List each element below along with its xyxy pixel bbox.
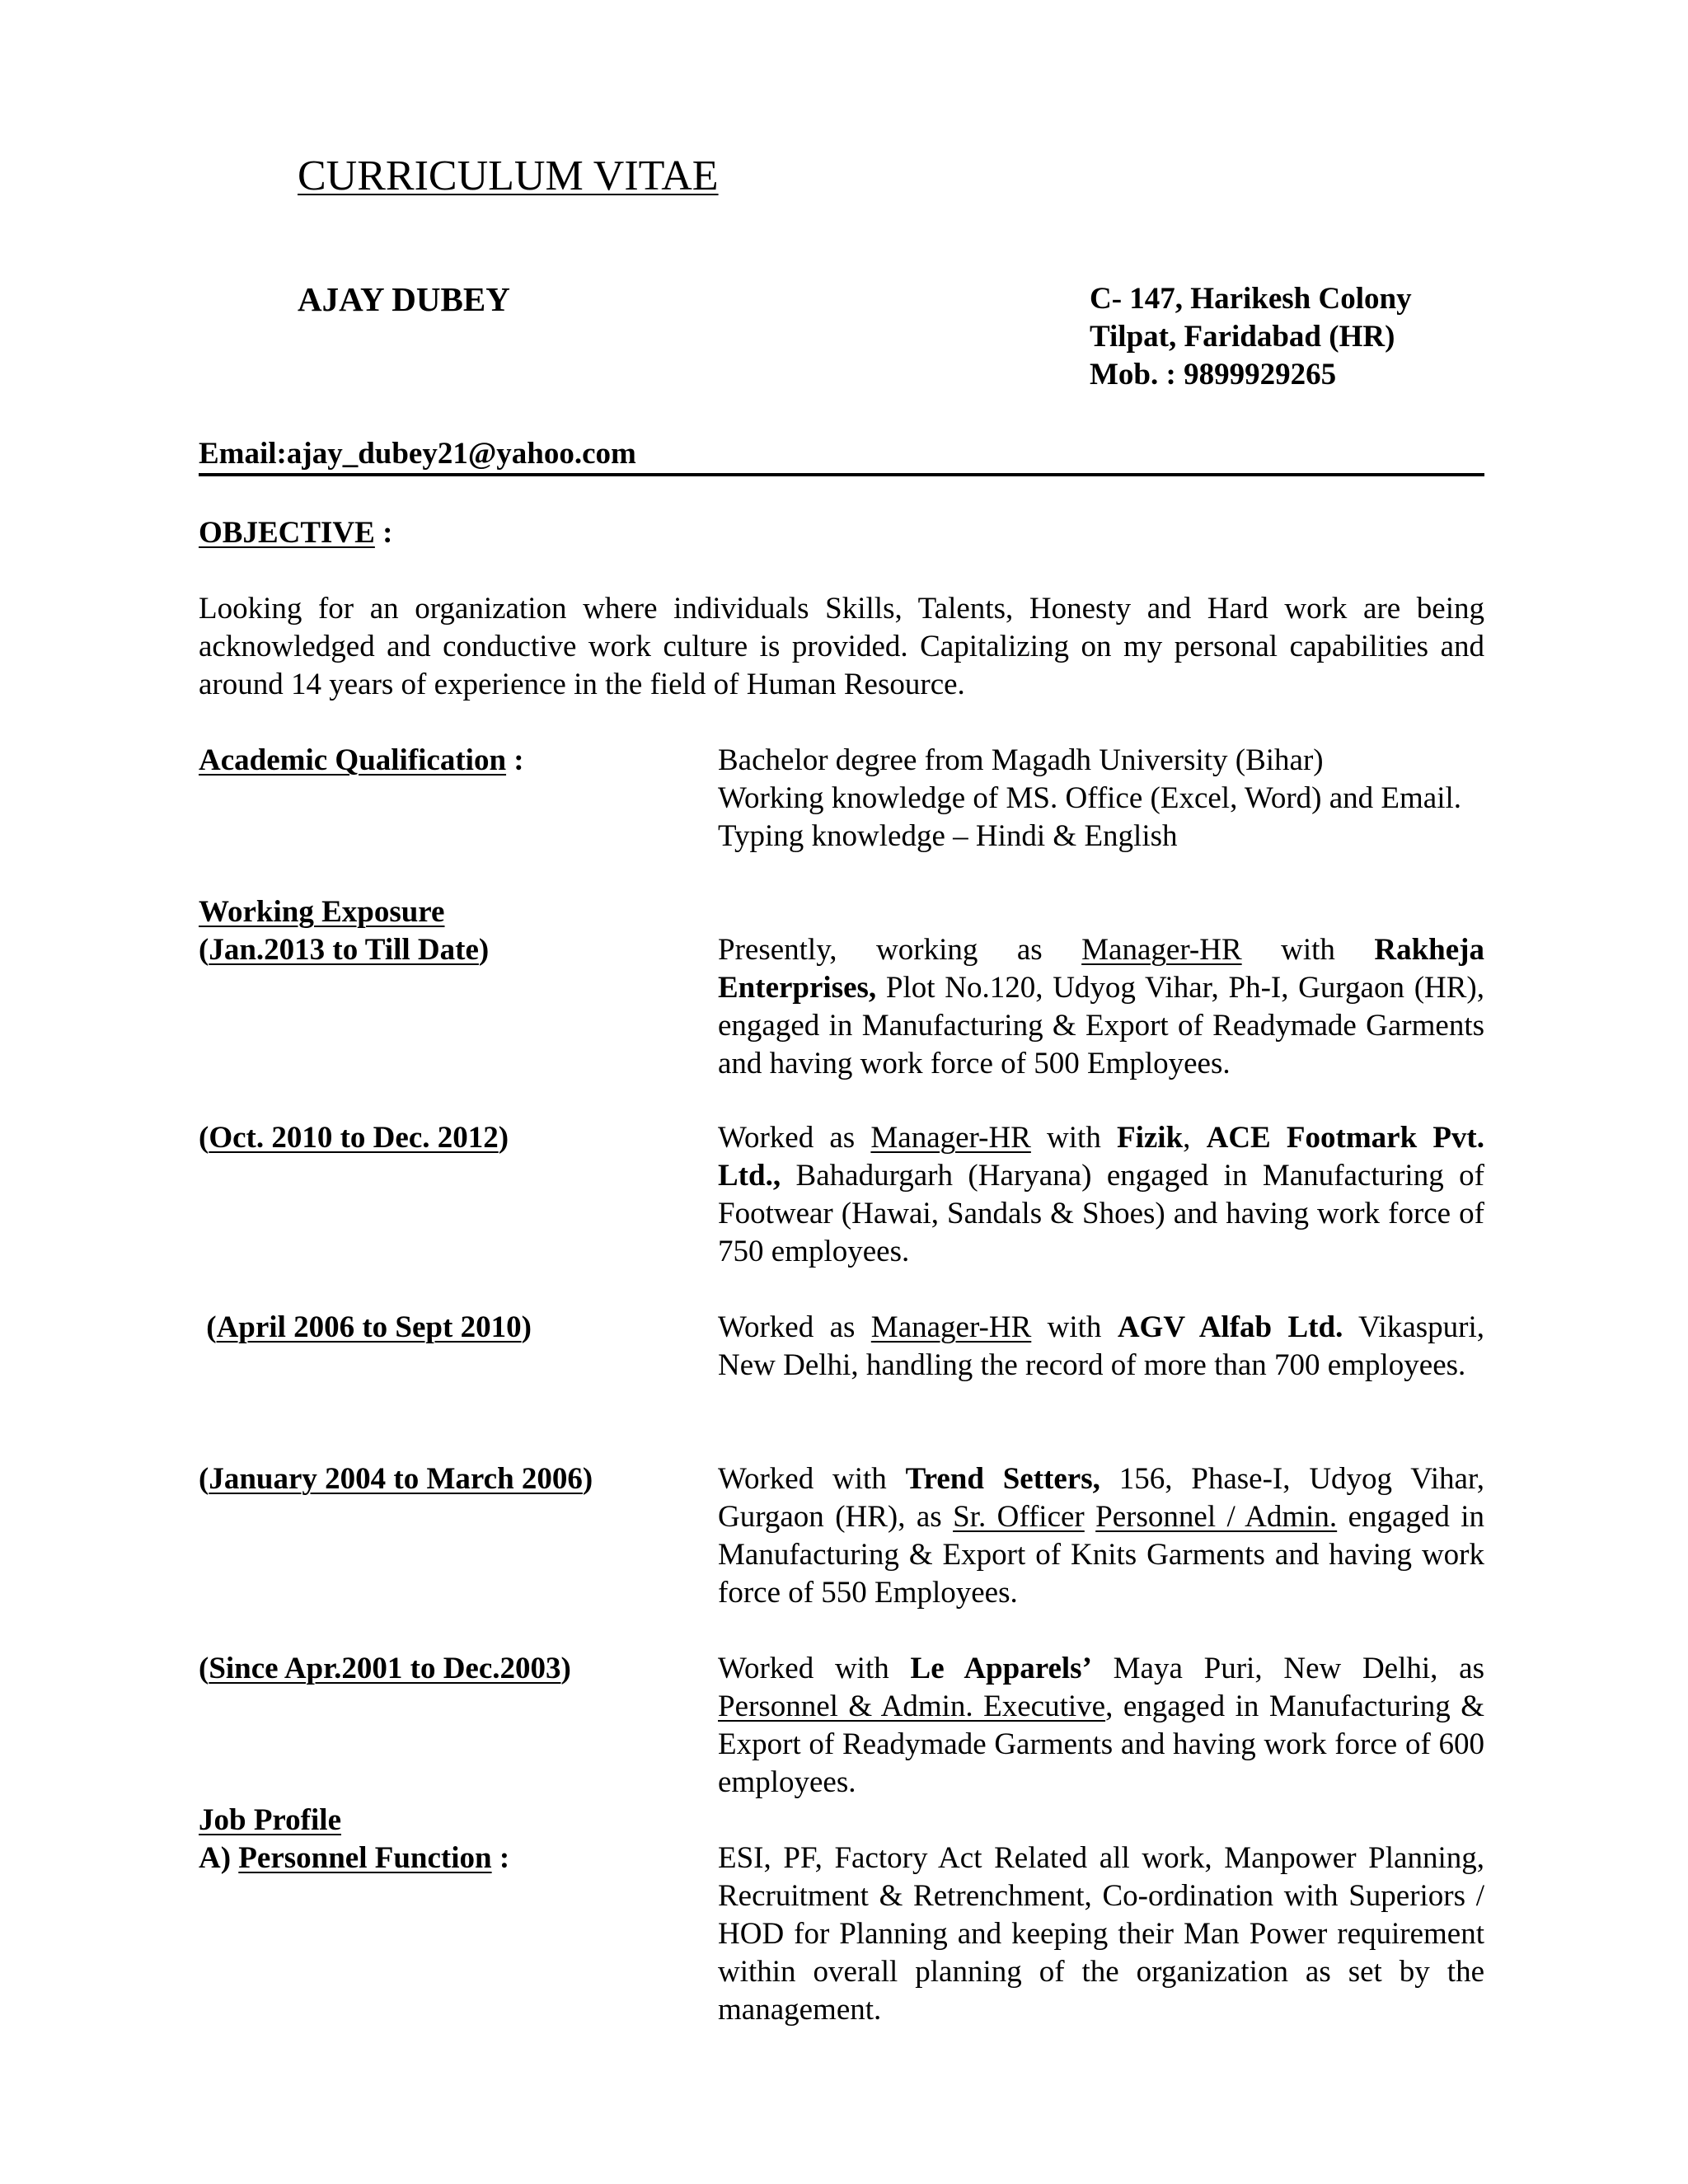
company-name: AGV Alfab Ltd. [1117, 1310, 1343, 1344]
colon: : [374, 516, 393, 550]
job-period [199, 1309, 532, 1347]
job-period [199, 1460, 593, 1498]
academic-details [718, 742, 1484, 855]
mobile-number: Mob. : 9899929265 [1090, 358, 1337, 391]
job-role: Personnel & Admin. Executive [718, 1690, 1106, 1723]
company-name: ACE Footmark Pvt. Ltd., [718, 1121, 1485, 1193]
objective-heading-text: OBJECTIVE [199, 516, 375, 550]
job-period-text: Jan.2013 to Till Date [209, 933, 479, 967]
job-period [199, 1119, 509, 1157]
personnel-function-text: Personnel Function [238, 1841, 492, 1875]
job-period-text: April 2006 to Sept 2010 [216, 1310, 522, 1344]
academic-line: Bachelor degree from Magadh University (Bihar) [718, 743, 1324, 777]
address-block [1090, 280, 1412, 394]
colon: : [506, 743, 524, 777]
text-span: , engaged in Manufacturing & Export of Readymade Garments and having work force of 600 employees. [718, 1690, 1484, 1799]
text-span: engaged in Manufacturing & Export of Knits Garments and having work force of 550 Employees. [718, 1500, 1485, 1610]
address-line: Tilpat, Faridabad (HR) [1090, 320, 1395, 354]
job-period [199, 1650, 571, 1688]
paren: ) [582, 1462, 593, 1496]
academic-line: Working knowledge of MS. Office (Excel, Word) and Email. [718, 781, 1462, 815]
company-name: Rakheja Enterprises, [718, 933, 1484, 1005]
job-department: Personnel / Admin. [1095, 1500, 1338, 1534]
list-prefix: A) [199, 1841, 239, 1875]
job-period-text: Oct. 2010 to Dec. 2012 [209, 1121, 499, 1155]
text-span [1085, 1500, 1095, 1534]
text-span: with [1241, 933, 1375, 967]
objective-heading [199, 514, 392, 552]
job-role: Sr. Officer [953, 1500, 1085, 1534]
paren: ( [199, 1652, 209, 1685]
text-span: with [1030, 1121, 1117, 1155]
text-span: Presently, working as [718, 933, 1082, 967]
document-title: CURRICULUM VITAE [298, 152, 719, 199]
job-period-text: Since Apr.2001 to Dec.2003 [209, 1652, 561, 1685]
company-name: Fizik [1117, 1121, 1184, 1155]
paren: ( [199, 933, 209, 967]
paren: ) [560, 1652, 571, 1685]
academic-line: Typing knowledge – Hindi & English [718, 819, 1178, 853]
job-role: Manager-HR [870, 1121, 1031, 1155]
text-span: Maya Puri, New Delhi, as [1091, 1652, 1484, 1685]
personnel-function-label [199, 1840, 509, 1877]
paren: ) [478, 933, 490, 967]
job-period-text: January 2004 to March 2006 [209, 1462, 583, 1496]
job-description [718, 931, 1484, 1083]
academic-label [199, 742, 524, 780]
text-span: Bahadurgarh (Haryana) engaged in Manufacturing of Footwear (Hawai, Sandals & Shoes) and having work force of 750 employees. [718, 1159, 1484, 1268]
job-description [718, 1460, 1484, 1612]
job-description [718, 1119, 1484, 1271]
job-period [199, 931, 489, 969]
paren: ( [199, 1310, 217, 1344]
academic-label-text: Academic Qualification [199, 743, 507, 777]
paren: ( [199, 1462, 209, 1496]
address-line: C- 147, Harikesh Colony [1090, 282, 1412, 316]
text-span: with [1031, 1310, 1118, 1344]
job-role: Manager-HR [1081, 933, 1242, 967]
text-span: Worked as [718, 1121, 871, 1155]
colon: : [491, 1841, 510, 1875]
email-address: Email:ajay_dubey21@yahoo.com [199, 437, 636, 471]
text-span: Worked as [718, 1310, 871, 1344]
job-role: Manager-HR [870, 1310, 1032, 1344]
working-exposure-heading: Working Exposure [199, 895, 445, 929]
company-name: Le Apparels’ [910, 1652, 1092, 1685]
paren: ) [498, 1121, 509, 1155]
paren: ) [521, 1310, 532, 1344]
personnel-function-description: ESI, PF, Factory Act Related all work, Manpower Planning, Recruitment & Retrenchment, Co-ordination with Superiors / HOD for Planning and keeping their Man Power requirement within overall planning of the organization as set by the management. [718, 1841, 1484, 2027]
company-name: Trend Setters, [905, 1462, 1100, 1496]
paren: ( [199, 1121, 209, 1155]
text-span: Plot No.120, Udyog Vihar, Ph-I, Gurgaon (HR), engaged in Manufacturing & Export of Readymade Garments and having work force of 500 Employees. [718, 971, 1484, 1080]
text-span: Vikaspuri, New Delhi, handling the record of more than 700 employees. [718, 1310, 1484, 1382]
text-span: , [1183, 1121, 1207, 1155]
job-profile-heading: Job Profile [199, 1803, 341, 1837]
candidate-name: AJAY DUBEY [298, 280, 510, 318]
divider-rule [199, 473, 1484, 476]
job-description [718, 1309, 1484, 1385]
text-span: Worked with [718, 1652, 911, 1685]
job-description [718, 1650, 1484, 1802]
objective-text: Looking for an organization where individuals Skills, Talents, Honesty and Hard work are being acknowledged and conductive work culture is provided. Capitalizing on my personal capabilities and around 14 years of experience in the field of Human Resource. [199, 592, 1484, 701]
text-span: 156, Phase-I, Udyog Vihar, Gurgaon (HR), as [718, 1462, 1484, 1534]
text-span: Worked with [718, 1462, 906, 1496]
